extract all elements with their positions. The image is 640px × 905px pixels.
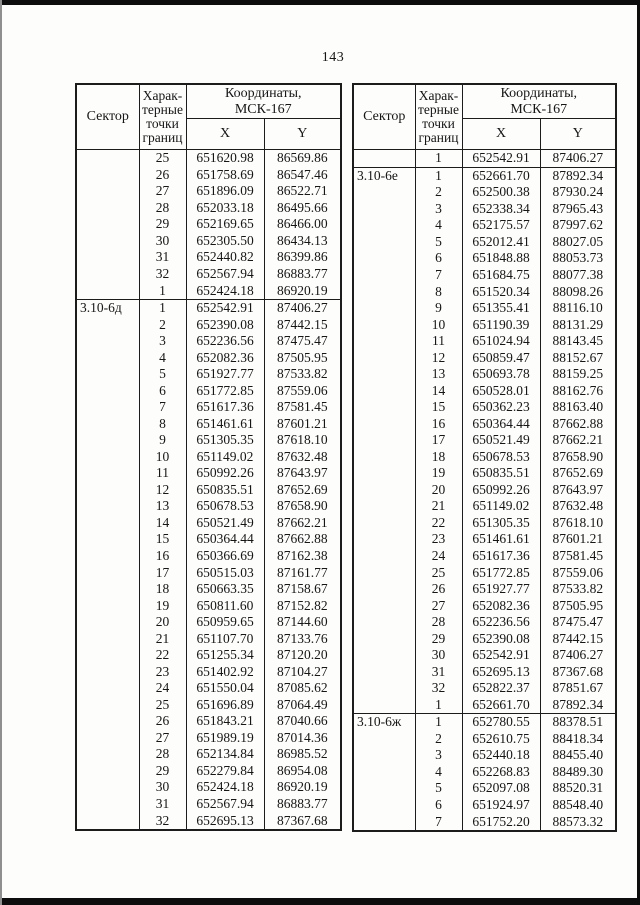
y-coordinate-cell: 87085.62 [264, 680, 341, 697]
boundary-points-header: Харак- терные точки границ [139, 84, 186, 150]
y-coordinate-cell: 86954.08 [264, 763, 341, 780]
point-number-cell: 10 [139, 449, 186, 466]
sector-header: Сектор [76, 84, 139, 150]
x-coordinate-cell: 651927.77 [462, 581, 540, 598]
x-coordinate-cell: 651520.34 [462, 283, 540, 300]
table-row [353, 167, 616, 184]
y-coordinate-cell: 87618.10 [540, 515, 616, 532]
point-number-cell: 18 [139, 581, 186, 598]
x-coordinate-cell: 650521.49 [462, 432, 540, 449]
y-coordinate-cell: 86883.77 [264, 266, 341, 283]
point-number-cell: 20 [415, 482, 462, 499]
point-number-cell: 1 [415, 714, 462, 731]
point-number-cell: 14 [415, 382, 462, 399]
x-coordinate-cell: 651149.02 [186, 449, 264, 466]
page-number: 143 [321, 50, 345, 65]
y-coordinate-cell: 88378.51 [540, 714, 616, 731]
point-number-cell: 1 [415, 167, 462, 184]
y-coordinate-cell: 87662.88 [264, 531, 341, 548]
y-coordinate-cell: 88077.38 [540, 267, 616, 284]
y-coordinate-cell: 87367.68 [264, 812, 341, 830]
point-number-cell: 7 [139, 399, 186, 416]
y-coordinate-cell: 87892.34 [540, 167, 616, 184]
x-coordinate-cell: 652082.36 [462, 597, 540, 614]
y-coordinate-cell: 87406.27 [540, 150, 616, 168]
x-coordinate-cell: 651848.88 [462, 250, 540, 267]
x-coordinate-cell: 652236.56 [186, 333, 264, 350]
x-coordinate-cell: 651255.34 [186, 647, 264, 664]
x-coordinate-cell: 650663.35 [186, 581, 264, 598]
x-coordinate-cell: 651896.09 [186, 183, 264, 200]
x-coordinate-cell: 651752.20 [462, 813, 540, 831]
y-coordinate-cell: 86547.46 [264, 167, 341, 184]
x-coordinate-cell: 651620.98 [186, 150, 264, 167]
y-coordinate-cell: 86399.86 [264, 249, 341, 266]
point-number-cell: 27 [139, 730, 186, 747]
x-coordinate-cell: 650693.78 [462, 366, 540, 383]
x-coordinate-cell: 650364.44 [186, 531, 264, 548]
point-number-cell: 19 [415, 465, 462, 482]
y-coordinate-cell: 87662.21 [540, 432, 616, 449]
y-coordinate-cell: 86985.52 [264, 746, 341, 763]
table-row [353, 150, 616, 168]
y-coordinate-cell: 87442.15 [264, 316, 341, 333]
scan-edge-bottom [0, 898, 640, 905]
x-coordinate-cell: 652500.38 [462, 184, 540, 201]
x-coordinate-cell: 652082.36 [186, 349, 264, 366]
y-coordinate-cell: 87643.97 [264, 465, 341, 482]
x-coordinate-cell: 651305.35 [186, 432, 264, 449]
y-coordinate-cell: 88053.73 [540, 250, 616, 267]
y-coordinate-cell: 87581.45 [540, 548, 616, 565]
y-coordinate-cell: 87652.69 [264, 482, 341, 499]
y-coordinate-cell: 87965.43 [540, 201, 616, 218]
point-number-cell: 31 [139, 249, 186, 266]
point-number-cell: 21 [415, 498, 462, 515]
coordinates-header: Координаты, МСК-167 [186, 84, 341, 119]
x-coordinate-cell: 651617.36 [462, 548, 540, 565]
x-coordinate-cell: 652542.91 [186, 299, 264, 316]
x-coordinate-cell: 652390.08 [186, 316, 264, 333]
x-coordinate-cell: 652268.83 [462, 764, 540, 781]
sector-header: Сектор [353, 84, 415, 150]
x-coordinate-cell: 651772.85 [186, 382, 264, 399]
point-number-cell: 8 [139, 416, 186, 433]
x-coordinate-cell: 651924.97 [462, 797, 540, 814]
y-coordinate-cell: 87533.82 [540, 581, 616, 598]
x-coordinate-cell: 650678.53 [186, 498, 264, 515]
x-coordinate-cell: 652338.34 [462, 201, 540, 218]
y-coordinate-cell: 87475.47 [264, 333, 341, 350]
y-coordinate-cell: 87851.67 [540, 680, 616, 697]
x-coordinate-cell: 652033.18 [186, 200, 264, 217]
y-coordinate-cell: 88131.29 [540, 316, 616, 333]
x-coordinate-cell: 651190.39 [462, 316, 540, 333]
y-coordinate-cell: 87406.27 [264, 299, 341, 316]
y-coordinate-cell: 87161.77 [264, 564, 341, 581]
y-coordinate-cell: 88152.67 [540, 349, 616, 366]
x-coordinate-cell: 651305.35 [462, 515, 540, 532]
x-coordinate-cell: 651149.02 [462, 498, 540, 515]
coordinates-table-right [352, 83, 617, 832]
coordinates-header: Координаты, МСК-167 [462, 84, 616, 119]
point-number-cell: 4 [415, 764, 462, 781]
point-number-cell: 13 [415, 366, 462, 383]
y-coordinate-cell: 87475.47 [540, 614, 616, 631]
x-coordinate-cell: 650992.26 [462, 482, 540, 499]
point-number-cell: 1 [139, 299, 186, 316]
y-coordinate-cell: 88489.30 [540, 764, 616, 781]
point-number-cell: 24 [139, 680, 186, 697]
y-column-header: Y [540, 119, 616, 150]
x-coordinate-cell: 652695.13 [462, 663, 540, 680]
x-coordinate-cell: 651684.75 [462, 267, 540, 284]
point-number-cell: 31 [415, 663, 462, 680]
point-number-cell: 7 [415, 267, 462, 284]
point-number-cell: 18 [415, 449, 462, 466]
point-number-cell: 23 [139, 663, 186, 680]
point-number-cell: 3 [139, 333, 186, 350]
y-coordinate-cell: 86522.71 [264, 183, 341, 200]
coordinates-table-left [75, 83, 342, 831]
y-coordinate-cell: 86434.13 [264, 233, 341, 250]
y-coordinate-cell: 88418.34 [540, 731, 616, 748]
point-number-cell: 26 [139, 167, 186, 184]
y-coordinate-cell: 87442.15 [540, 630, 616, 647]
x-coordinate-cell: 652542.91 [462, 150, 540, 168]
point-number-cell: 4 [415, 217, 462, 234]
x-coordinate-cell: 650364.44 [462, 416, 540, 433]
point-number-cell: 12 [139, 482, 186, 499]
y-coordinate-cell: 87533.82 [264, 366, 341, 383]
x-coordinate-cell: 652097.08 [462, 780, 540, 797]
y-coordinate-cell: 88573.32 [540, 813, 616, 831]
x-coordinate-cell: 651024.94 [462, 333, 540, 350]
y-coordinate-cell: 87997.62 [540, 217, 616, 234]
x-coordinate-cell: 652390.08 [462, 630, 540, 647]
sector-cell [353, 150, 415, 168]
y-coordinate-cell: 87581.45 [264, 399, 341, 416]
point-number-cell: 6 [415, 250, 462, 267]
x-coordinate-cell: 652424.18 [186, 282, 264, 299]
point-number-cell: 9 [139, 432, 186, 449]
point-number-cell: 15 [415, 399, 462, 416]
point-number-cell: 17 [415, 432, 462, 449]
point-number-cell: 23 [415, 531, 462, 548]
point-number-cell: 2 [415, 184, 462, 201]
point-number-cell: 7 [415, 813, 462, 831]
x-coordinate-cell: 652822.37 [462, 680, 540, 697]
x-coordinate-cell: 652567.94 [186, 266, 264, 283]
y-coordinate-cell: 86883.77 [264, 796, 341, 813]
point-number-cell: 2 [139, 316, 186, 333]
point-number-cell: 30 [139, 779, 186, 796]
y-coordinate-cell: 87632.48 [540, 498, 616, 515]
point-number-cell: 16 [139, 548, 186, 565]
x-coordinate-cell: 652542.91 [462, 647, 540, 664]
point-number-cell: 1 [415, 697, 462, 714]
y-coordinate-cell: 87505.95 [264, 349, 341, 366]
point-number-cell: 12 [415, 349, 462, 366]
x-coordinate-cell: 652661.70 [462, 697, 540, 714]
boundary-points-header: Харак- терные точки границ [415, 84, 462, 150]
y-coordinate-cell: 87162.38 [264, 548, 341, 565]
x-coordinate-cell: 651843.21 [186, 713, 264, 730]
y-coordinate-cell: 88162.76 [540, 382, 616, 399]
y-coordinate-cell: 87618.10 [264, 432, 341, 449]
x-coordinate-cell: 650959.65 [186, 614, 264, 631]
point-number-cell: 29 [139, 763, 186, 780]
sector-cell [76, 150, 139, 300]
point-number-cell: 10 [415, 316, 462, 333]
point-number-cell: 25 [415, 564, 462, 581]
point-number-cell: 8 [415, 283, 462, 300]
table-row [76, 150, 341, 167]
point-number-cell: 21 [139, 630, 186, 647]
x-coordinate-cell: 652695.13 [186, 812, 264, 830]
x-coordinate-cell: 650992.26 [186, 465, 264, 482]
y-coordinate-cell: 87559.06 [264, 382, 341, 399]
y-coordinate-cell: 87406.27 [540, 647, 616, 664]
x-coordinate-cell: 652169.65 [186, 216, 264, 233]
y-coordinate-cell: 87658.90 [540, 449, 616, 466]
y-coordinate-cell: 88548.40 [540, 797, 616, 814]
x-coordinate-cell: 651772.85 [462, 564, 540, 581]
y-coordinate-cell: 87643.97 [540, 482, 616, 499]
x-coordinate-cell: 651696.89 [186, 697, 264, 714]
y-coordinate-cell: 87158.67 [264, 581, 341, 598]
x-coordinate-cell: 651617.36 [186, 399, 264, 416]
point-number-cell: 11 [415, 333, 462, 350]
point-number-cell: 25 [139, 150, 186, 167]
x-coordinate-cell: 651355.41 [462, 300, 540, 317]
point-number-cell: 5 [415, 234, 462, 251]
point-number-cell: 24 [415, 548, 462, 565]
y-coordinate-cell: 87505.95 [540, 597, 616, 614]
y-coordinate-cell: 88098.26 [540, 283, 616, 300]
x-coordinate-cell: 650811.60 [186, 597, 264, 614]
x-coordinate-cell: 650835.51 [186, 482, 264, 499]
y-coordinate-cell: 88455.40 [540, 747, 616, 764]
x-coordinate-cell: 652661.70 [462, 167, 540, 184]
y-coordinate-cell: 87601.21 [540, 531, 616, 548]
y-coordinate-cell: 86466.00 [264, 216, 341, 233]
y-coordinate-cell: 87662.88 [540, 416, 616, 433]
y-coordinate-cell: 88159.25 [540, 366, 616, 383]
point-number-cell: 20 [139, 614, 186, 631]
y-coordinate-cell: 87014.36 [264, 730, 341, 747]
y-coordinate-cell: 87662.21 [264, 515, 341, 532]
x-coordinate-cell: 650521.49 [186, 515, 264, 532]
y-coordinate-cell: 87040.66 [264, 713, 341, 730]
point-number-cell: 6 [139, 382, 186, 399]
y-coordinate-cell: 88116.10 [540, 300, 616, 317]
x-coordinate-cell: 652440.82 [186, 249, 264, 266]
point-number-cell: 30 [415, 647, 462, 664]
point-number-cell: 17 [139, 564, 186, 581]
y-coordinate-cell: 86920.19 [264, 282, 341, 299]
point-number-cell: 28 [415, 614, 462, 631]
point-number-cell: 32 [415, 680, 462, 697]
x-coordinate-cell: 651758.69 [186, 167, 264, 184]
x-coordinate-cell: 652279.84 [186, 763, 264, 780]
x-coordinate-cell: 652175.57 [462, 217, 540, 234]
x-coordinate-cell: 652610.75 [462, 731, 540, 748]
point-number-cell: 16 [415, 416, 462, 433]
y-coordinate-cell: 87133.76 [264, 630, 341, 647]
x-coordinate-cell: 650515.03 [186, 564, 264, 581]
point-number-cell: 5 [415, 780, 462, 797]
point-number-cell: 11 [139, 465, 186, 482]
x-coordinate-cell: 652424.18 [186, 779, 264, 796]
scan-edge-top [0, 0, 640, 5]
x-coordinate-cell: 650835.51 [462, 465, 540, 482]
x-column-header: X [462, 119, 540, 150]
table-row [353, 714, 616, 731]
y-coordinate-cell: 87120.20 [264, 647, 341, 664]
y-coordinate-cell: 87632.48 [264, 449, 341, 466]
y-coordinate-cell: 88520.31 [540, 780, 616, 797]
point-number-cell: 29 [139, 216, 186, 233]
x-coordinate-cell: 651107.70 [186, 630, 264, 647]
x-coordinate-cell: 652567.94 [186, 796, 264, 813]
x-coordinate-cell: 651402.92 [186, 663, 264, 680]
x-coordinate-cell: 650859.47 [462, 349, 540, 366]
x-column-header: X [186, 119, 264, 150]
x-coordinate-cell: 651461.61 [462, 531, 540, 548]
y-column-header: Y [264, 119, 341, 150]
point-number-cell: 26 [139, 713, 186, 730]
point-number-cell: 1 [415, 150, 462, 168]
point-number-cell: 1 [139, 282, 186, 299]
point-number-cell: 27 [415, 597, 462, 614]
point-number-cell: 6 [415, 797, 462, 814]
y-coordinate-cell: 87144.60 [264, 614, 341, 631]
x-coordinate-cell: 651550.04 [186, 680, 264, 697]
x-coordinate-cell: 650362.23 [462, 399, 540, 416]
y-coordinate-cell: 86569.86 [264, 150, 341, 167]
point-number-cell: 3 [415, 747, 462, 764]
point-number-cell: 5 [139, 366, 186, 383]
point-number-cell: 9 [415, 300, 462, 317]
y-coordinate-cell: 87652.69 [540, 465, 616, 482]
x-coordinate-cell: 651989.19 [186, 730, 264, 747]
y-coordinate-cell: 88163.40 [540, 399, 616, 416]
y-coordinate-cell: 87064.49 [264, 697, 341, 714]
x-coordinate-cell: 652012.41 [462, 234, 540, 251]
point-number-cell: 27 [139, 183, 186, 200]
point-number-cell: 2 [415, 731, 462, 748]
y-coordinate-cell: 87892.34 [540, 697, 616, 714]
y-coordinate-cell: 87930.24 [540, 184, 616, 201]
point-number-cell: 29 [415, 630, 462, 647]
x-coordinate-cell: 652440.18 [462, 747, 540, 764]
point-number-cell: 15 [139, 531, 186, 548]
x-coordinate-cell: 650678.53 [462, 449, 540, 466]
x-coordinate-cell: 652134.84 [186, 746, 264, 763]
point-number-cell: 22 [415, 515, 462, 532]
x-coordinate-cell: 651927.77 [186, 366, 264, 383]
scan-edge-left [0, 0, 2, 905]
x-coordinate-cell: 652305.50 [186, 233, 264, 250]
point-number-cell: 25 [139, 697, 186, 714]
sector-cell: 3.10-6д [76, 299, 139, 830]
point-number-cell: 22 [139, 647, 186, 664]
sector-cell: 3.10-6е [353, 167, 415, 714]
y-coordinate-cell: 88143.45 [540, 333, 616, 350]
point-number-cell: 32 [139, 266, 186, 283]
x-coordinate-cell: 650528.01 [462, 382, 540, 399]
y-coordinate-cell: 87601.21 [264, 416, 341, 433]
x-coordinate-cell: 652236.56 [462, 614, 540, 631]
point-number-cell: 28 [139, 746, 186, 763]
point-number-cell: 26 [415, 581, 462, 598]
y-coordinate-cell: 86920.19 [264, 779, 341, 796]
y-coordinate-cell: 87104.27 [264, 663, 341, 680]
x-coordinate-cell: 650366.69 [186, 548, 264, 565]
point-number-cell: 31 [139, 796, 186, 813]
y-coordinate-cell: 87658.90 [264, 498, 341, 515]
point-number-cell: 32 [139, 812, 186, 830]
x-coordinate-cell: 652780.55 [462, 714, 540, 731]
y-coordinate-cell: 86495.66 [264, 200, 341, 217]
y-coordinate-cell: 88027.05 [540, 234, 616, 251]
point-number-cell: 30 [139, 233, 186, 250]
x-coordinate-cell: 651461.61 [186, 416, 264, 433]
point-number-cell: 19 [139, 597, 186, 614]
point-number-cell: 4 [139, 349, 186, 366]
point-number-cell: 13 [139, 498, 186, 515]
table-row [76, 299, 341, 316]
point-number-cell: 14 [139, 515, 186, 532]
y-coordinate-cell: 87559.06 [540, 564, 616, 581]
point-number-cell: 3 [415, 201, 462, 218]
y-coordinate-cell: 87367.68 [540, 663, 616, 680]
point-number-cell: 28 [139, 200, 186, 217]
sector-cell: 3.10-6ж [353, 714, 415, 831]
y-coordinate-cell: 87152.82 [264, 597, 341, 614]
